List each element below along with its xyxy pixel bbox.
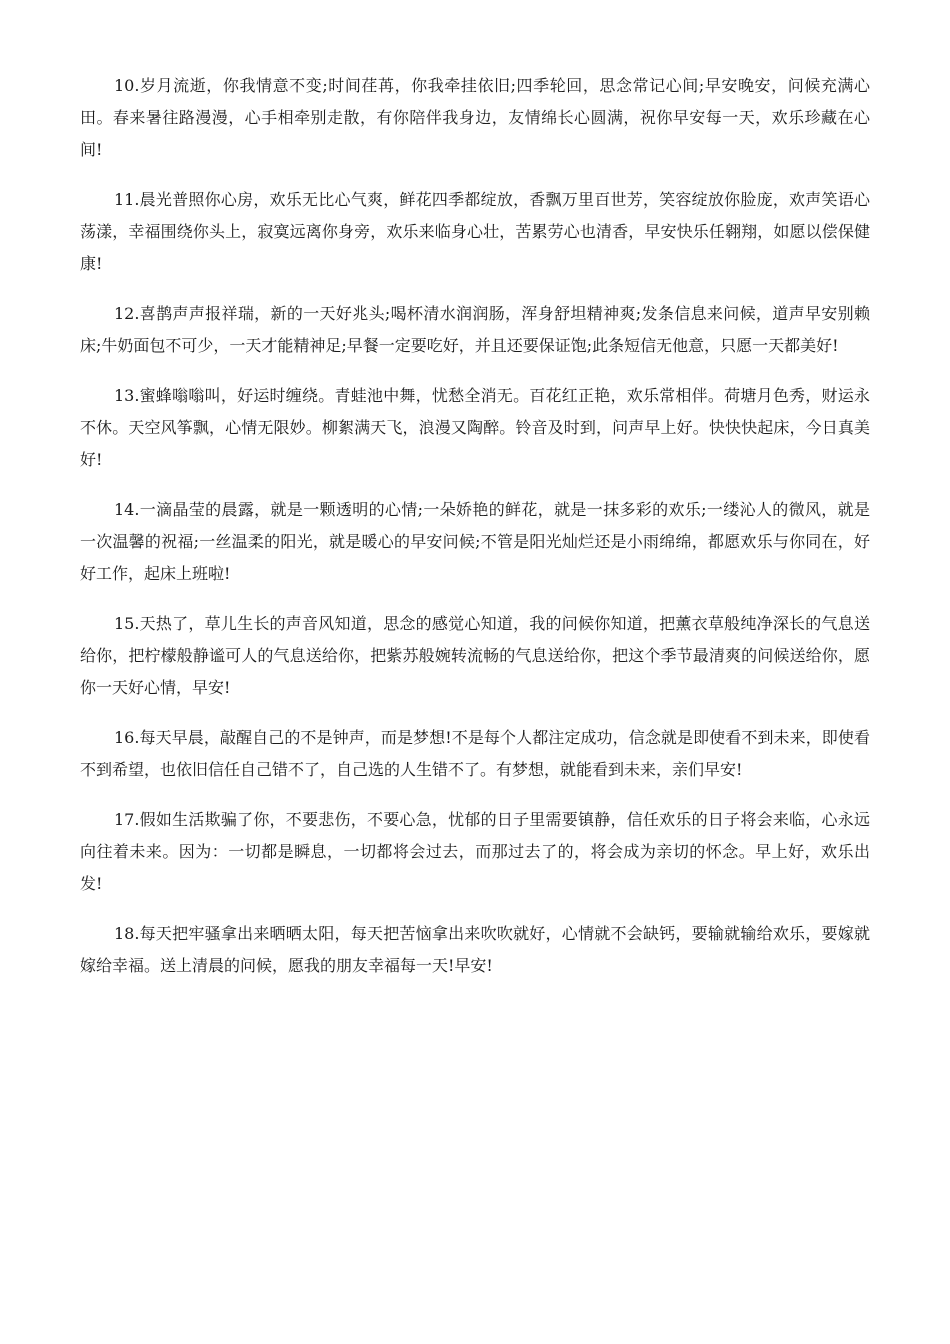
document-body [80, 70, 870, 1000]
paragraph-13: 13.蜜蜂嗡嗡叫，好运时缠绕。青蛙池中舞，忧愁全消无。百花红正艳，欢乐常相伴。荷塘月色秀，财运永不休。天空风筝飘，心情无限妙。柳絮满天飞，浪漫又陶醉。铃音及时到，问声早上好。快快快起床，今日真美好! [80, 386, 870, 469]
paragraph-11: 11.晨光普照你心房，欢乐无比心气爽，鲜花四季都绽放，香飘万里百世芳，笑容绽放你脸庞，欢声笑语心荡漾，幸福围绕你头上，寂寞远离你身旁，欢乐来临身心壮，苦累劳心也清香，早安快乐任翱翔，如愿以偿保健康! [80, 190, 870, 273]
paragraph-17: 17.假如生活欺骗了你，不要悲伤，不要心急，忧郁的日子里需要镇静，信任欢乐的日子将会来临，心永远向往着未来。因为：一切都是瞬息，一切都将会过去，而那过去了的，将会成为亲切的怀念。早上好，欢乐出发! [80, 810, 870, 893]
paragraph-10: 10.岁月流逝，你我情意不变;时间荏苒，你我牵挂依旧;四季轮回，思念常记心间;早安晚安，问候充满心田。春来暑往路漫漫，心手相牵别走散，有你陪伴我身边，友情绵长心圆满，祝你早安每一天，欢乐珍藏在心间! [80, 76, 870, 159]
paragraph-14: 14.一滴晶莹的晨露，就是一颗透明的心情;一朵娇艳的鲜花，就是一抹多彩的欢乐;一缕沁人的微风，就是一次温馨的祝福;一丝温柔的阳光，就是暖心的早安问候;不管是阳光灿烂还是小雨绵绵，都愿欢乐与你同在，好好工作，起床上班啦! [80, 500, 870, 583]
paragraph-16: 16.每天早晨，敲醒自己的不是钟声，而是梦想!不是每个人都注定成功，信念就是即使看不到未来，即使看不到希望，也依旧信任自己错不了，自己选的人生错不了。有梦想，就能看到未来，亲们早安! [80, 728, 870, 779]
paragraph-18: 18.每天把牢骚拿出来晒晒太阳，每天把苦恼拿出来吹吹就好，心情就不会缺钙，要输就输给欢乐，要嫁就嫁给幸福。送上清晨的问候，愿我的朋友幸福每一天!早安! [80, 924, 870, 975]
paragraph-15: 15.天热了，草儿生长的声音风知道，思念的感觉心知道，我的问候你知道，把薰衣草般纯净深长的气息送给你，把柠檬般静谧可人的气息送给你，把紫苏般婉转流畅的气息送给你，把这个季节最清爽的问候送给你，愿你一天好心情，早安! [80, 614, 870, 697]
paragraph-12: 12.喜鹊声声报祥瑞，新的一天好兆头;喝杯清水润润肠，浑身舒坦精神爽;发条信息来问候，道声早安别赖床;牛奶面包不可少，一天才能精神足;早餐一定要吃好，并且还要保证饱;此条短信无他意，只愿一天都美好! [80, 304, 870, 355]
